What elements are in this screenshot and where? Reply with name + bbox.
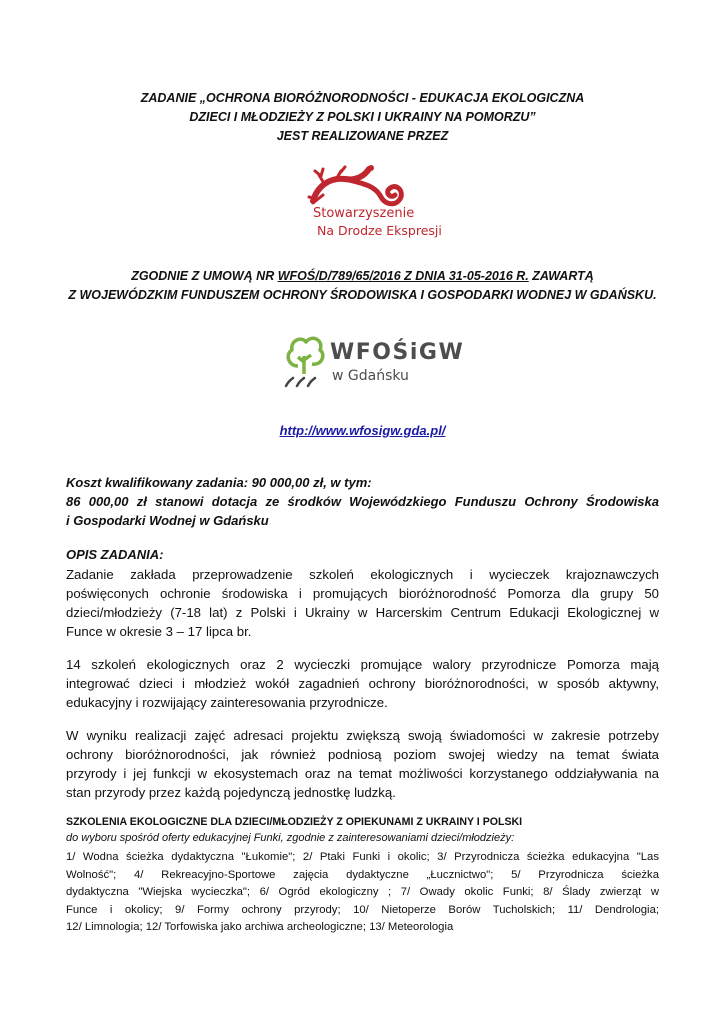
- task-title-line-3: JEST REALIZOWANE PRZEZ: [276, 129, 449, 143]
- agreement-number: WFOŚ/D/789/65/2016 Z DNIA 31-05-2016 R.: [277, 269, 529, 283]
- wfosigw-logo-name: WFOŚiGW: [330, 340, 465, 365]
- paragraph-line: ochrony bioróżnorodności, jak również podniosą poziom swojej wiedzy na temat świata: [66, 747, 659, 762]
- task-title-line-2: DZIECI I MŁODZIEŻY Z POLSKI I UKRAINY NA POMORZU”: [189, 110, 536, 124]
- stowarzyszenie-logo: [295, 163, 442, 243]
- paragraph-line: stan przyrody przez każdą pojedynczą jednostkę ludzką.: [66, 785, 396, 800]
- description-paragraph-1: [66, 565, 659, 641]
- task-title: [60, 89, 665, 146]
- paragraph-line: przyrody i jej funkcji w ekosystemach oraz na temat możliwości korzystanego oddziaływania na: [66, 766, 659, 781]
- training-list-line: Funce i okolicy; 9/ Formy ochrony przyrody; 10/ Nietoperze Borów Tucholskich; 11/ Dendrologia;: [66, 903, 659, 916]
- training-list-line: dydaktyczna "Wiejska wycieczka"; 6/ Ogród ekologiczny ; 7/ Owady okolic Funki; 8/ Ślady zwierząt w: [66, 886, 659, 898]
- cost-section: [66, 473, 659, 530]
- paragraph-line: integrować dzieci i młodzież wokół zagadnień ochrony bioróżnorodności, w sposób aktywny,: [66, 676, 659, 691]
- paragraph-line: poświęconych ochronie środowiska i promujących bioróżnorodność Pomorza dla grupy 50: [66, 586, 659, 601]
- agreement-suffix: ZAWARTĄ: [528, 269, 594, 283]
- paragraph-line: Funce w okresie 3 – 17 lipca br.: [66, 624, 252, 639]
- description-paragraph-3: [66, 726, 659, 802]
- description-paragraph-2: [66, 655, 659, 712]
- training-heading: SZKOLENIA EKOLOGICZNE DLA DZIECI/MŁODZIEŻY Z OPIEKUNAMI Z UKRAINY I POLSKI: [66, 816, 523, 828]
- stowarzyszenie-logo-line-1: Stowarzyszenie: [313, 206, 415, 221]
- agreement-line-1: [60, 267, 665, 286]
- wfosigw-logo-city: w Gdańsku: [332, 368, 409, 384]
- tree-icon: [280, 330, 330, 390]
- agreement-line-2: Z WOJEWÓDZKIM FUNDUSZEM OCHRONY ŚRODOWISKA I GOSPODARKI WODNEJ W GDAŃSKU.: [68, 288, 657, 302]
- cost-line-2: 86 000,00 zł stanowi dotacja ze środków Wojewódzkiego Funduszu Ochrony Środowiska: [66, 494, 659, 509]
- training-list: [66, 849, 659, 937]
- paragraph-line: W wyniku realizacji zajęć adresaci projektu zwiększą swoją świadomości w zakresie potrzeby: [66, 728, 659, 743]
- description-heading: OPIS ZADANIA:: [66, 547, 164, 562]
- cost-line-3: i Gospodarki Wodnej w Gdańsku: [66, 513, 269, 528]
- training-list-line: 12/ Limnologia; 12/ Torfowiska jako archiwa archeologiczne; 13/ Meteorologia: [66, 921, 454, 933]
- task-title-line-1: ZADANIE „OCHRONA BIORÓŻNORODNOŚCI - EDUKACJA EKOLOGICZNA: [140, 91, 585, 105]
- stowarzyszenie-logo-line-2: Na Drodze Ekspresji: [317, 223, 442, 238]
- paragraph-line: dzieci/młodzieży (7-18 lat) z Polski i Ukrainy w Harcerskim Centrum Edukacji Ekologicznej w: [66, 605, 659, 620]
- paragraph-line: edukacyjny i rozwijający zainteresowania przyrodnicze.: [66, 695, 388, 710]
- cost-line-1: Koszt kwalifikowany zadania: 90 000,00 zł, w tym:: [66, 475, 372, 490]
- training-list-line: Wolność"; 4/ Rekreacyjno-Sportowe zajęcia dydaktyczne „Łucznictwo"; 5/ Przyrodnicza ścieżka: [66, 868, 659, 881]
- agreement-text: [60, 267, 665, 305]
- training-subheading: do wyboru spośród oferty edukacyjnej Funki, zgodnie z zainteresowaniami dzieci/młodzieży:: [66, 832, 515, 844]
- training-list-line: 1/ Wodna ścieżka dydaktyczna "Łukomie"; 2/ Ptaki Funki i okolic; 3/ Przyrodnicza ścieżka edukacyjna "Las: [66, 851, 659, 863]
- paragraph-line: Zadanie zakłada przeprowadzenie szkoleń ekologicznych i wycieczek krajoznawczych: [66, 567, 659, 582]
- wfosigw-logo: [280, 330, 465, 390]
- paragraph-line: 14 szkoleń ekologicznych oraz 2 wycieczki promujące walory przyrodnicze Pomorza mają: [66, 657, 659, 672]
- agreement-prefix: ZGODNIE Z UMOWĄ NR: [131, 269, 278, 283]
- website-link[interactable]: http://www.wfosigw.gda.pl/: [279, 423, 446, 438]
